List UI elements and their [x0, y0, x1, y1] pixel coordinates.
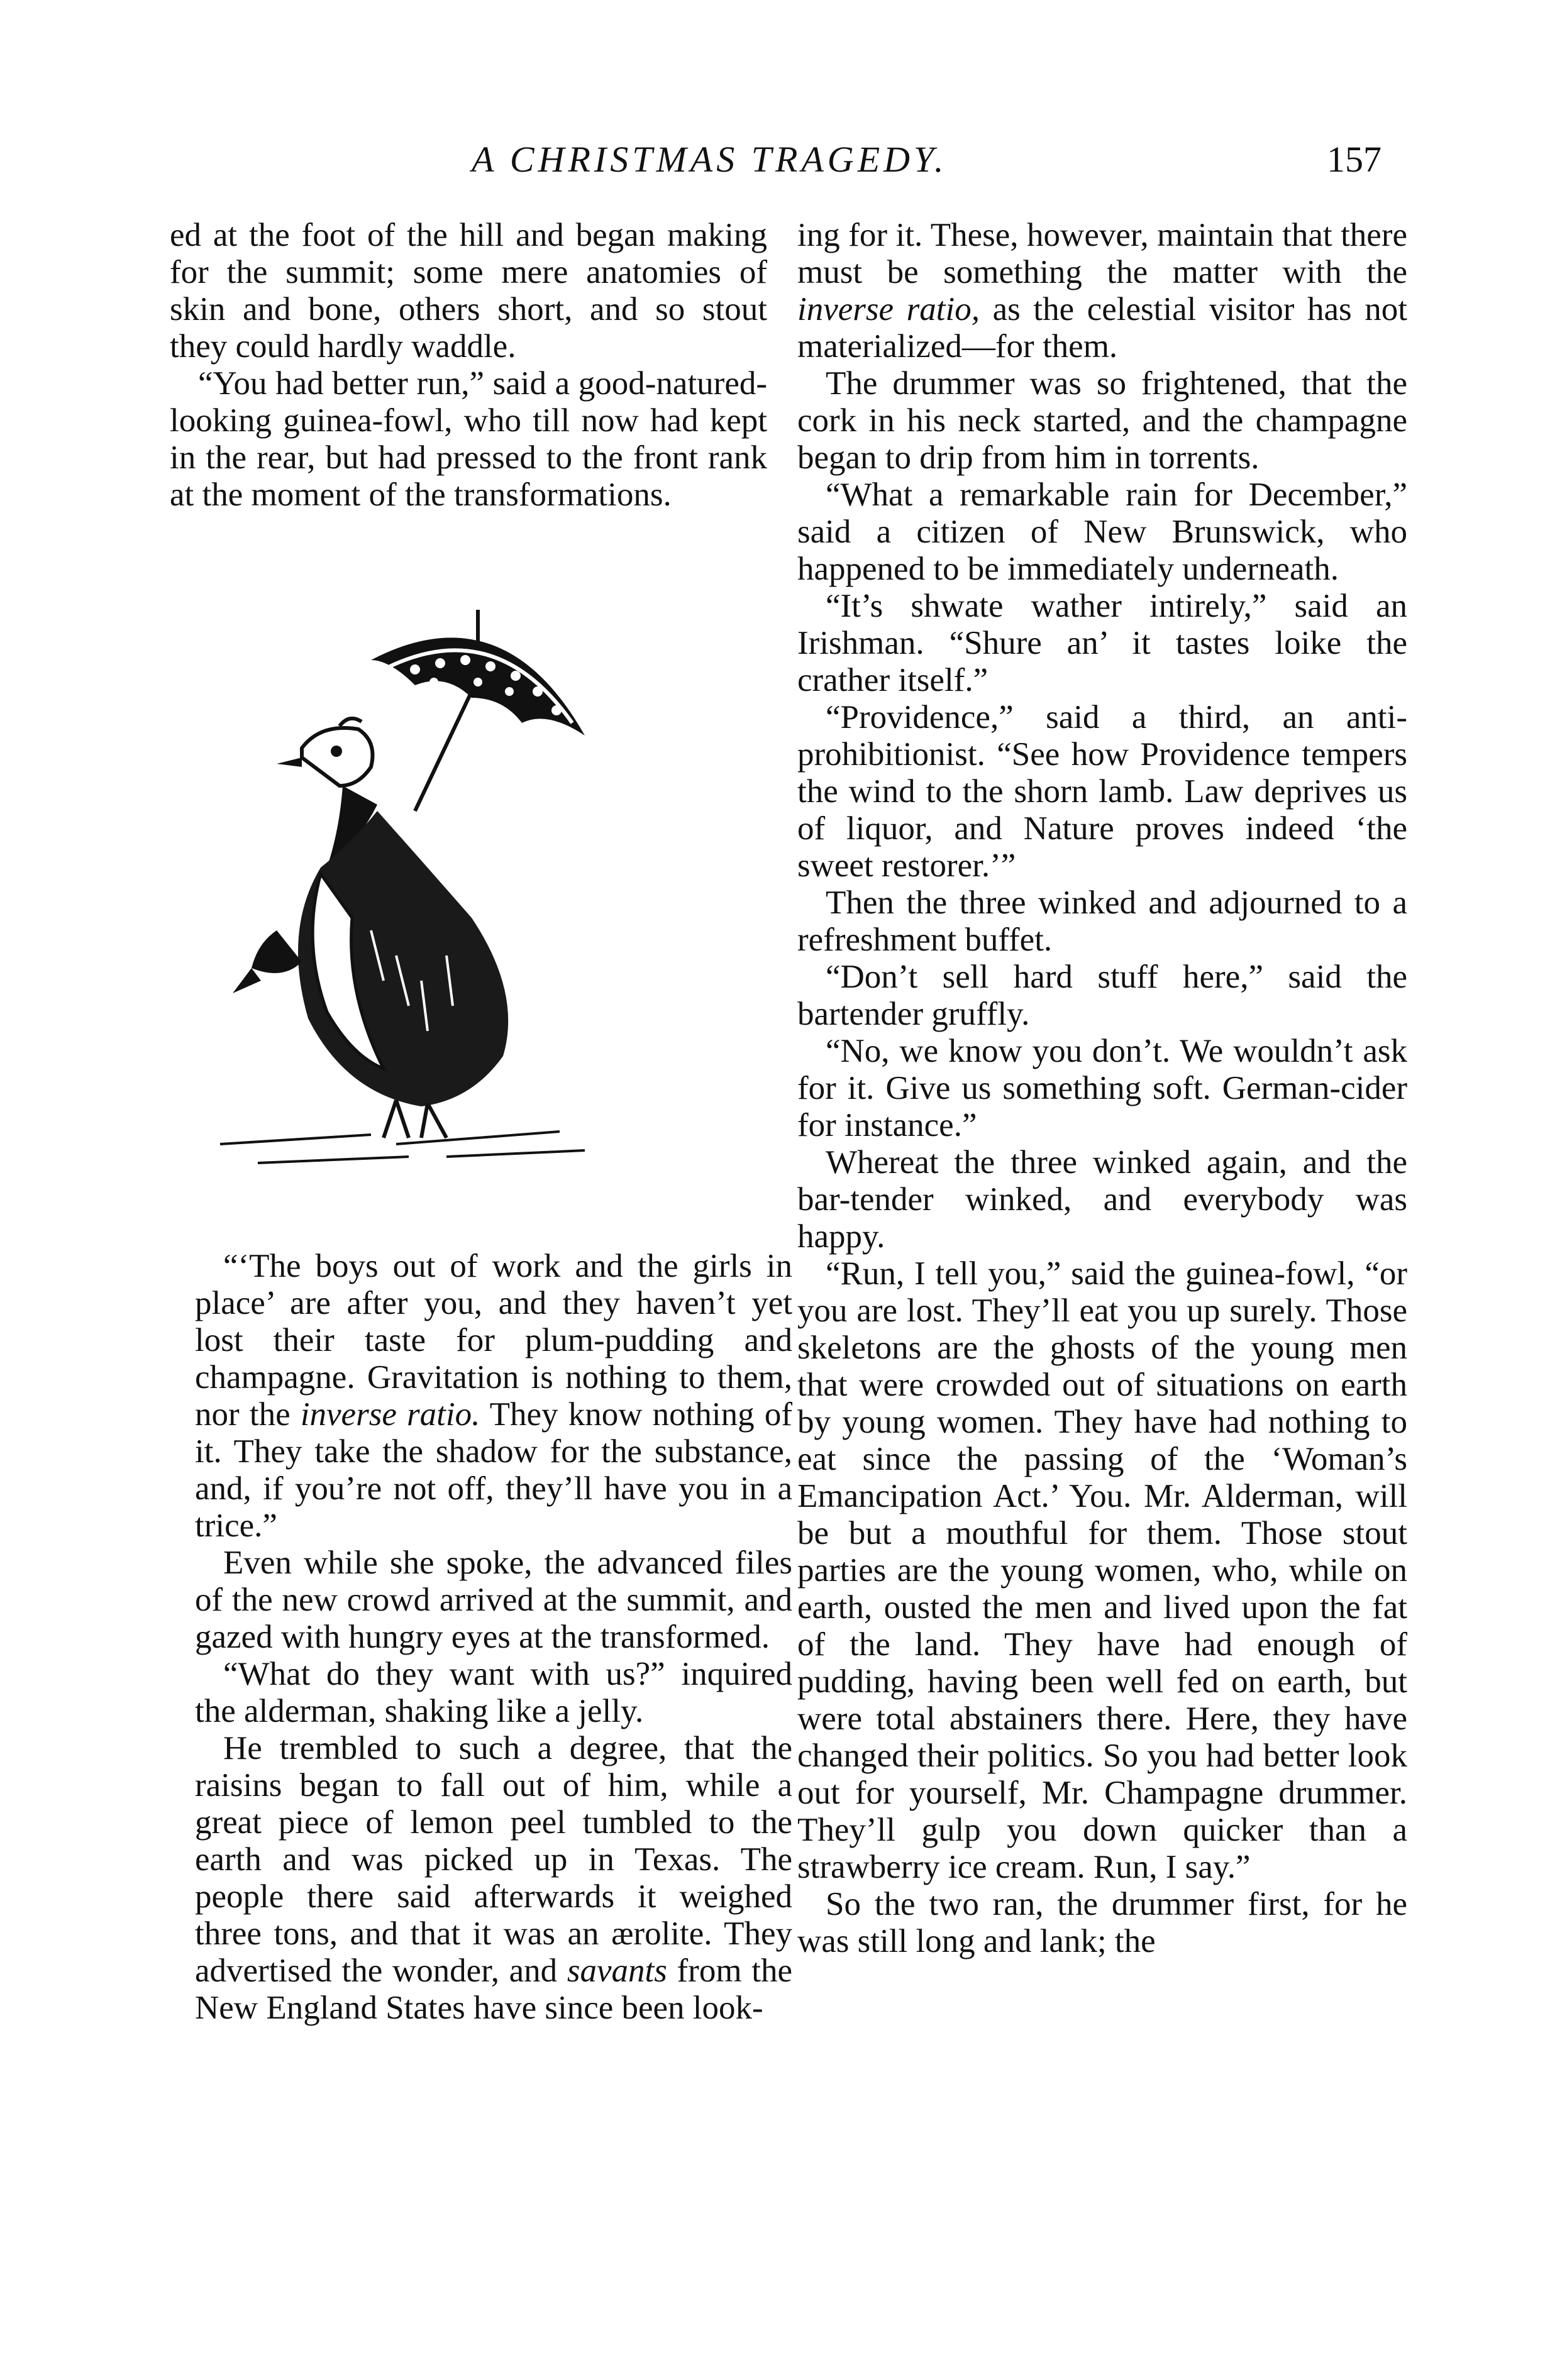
paragraph: “Providence,” said a third, an anti-prohibitionist. “See how Providence tempers the wind to the shorn lamb. Law deprives us of liquor, and Nature proves indeed ‘the sweet restorer.’” — [797, 699, 1407, 884]
paragraph: So the two ran, the drummer first, for he was still long and lank; the — [797, 1886, 1407, 1959]
guinea-fowl-with-umbrella-illustration — [208, 603, 761, 1232]
paragraph: “What a remarkable rain for December,” said a citizen of New Brunswick, who happened to be immediately underneath. — [797, 477, 1407, 587]
emphasis-text: inverse ratio. — [300, 1396, 480, 1433]
paragraph: ed at the foot of the hill and began making for the summit; some mere anatomies of skin and bone, others short, and so stout they could hardly waddle. — [170, 217, 767, 365]
paragraph: The drummer was so frightened, that the cork in his neck started, and the champagne began to drip from him in torrents. — [797, 365, 1407, 476]
emphasis-text: savants — [567, 1953, 667, 1989]
page-number: 157 — [1327, 139, 1382, 180]
paragraph-text: from the New England States have since been look- — [195, 1953, 792, 2026]
right-column — [797, 217, 1407, 1960]
paragraph: “It’s shwate wather intirely,” said an Irishman. “Shure an’ it tastes loike the crather itself.” — [797, 588, 1407, 698]
paragraph-text: as the celestial visitor has not materialized—for them. — [797, 291, 1407, 365]
paragraph — [195, 1730, 792, 2027]
paragraph: “No, we know you don’t. We wouldn’t ask for it. Give us something soft. German-cider for instance.” — [797, 1033, 1407, 1143]
left-column-bottom — [195, 1248, 792, 2027]
paragraph: Then the three winked and adjourned to a refreshment buffet. — [797, 884, 1407, 958]
paragraph: “What do they want with us?” inquired the alderman, shaking like a jelly. — [195, 1656, 792, 1729]
paragraph: Even while she spoke, the advanced files of the new crowd arrived at the summit, and gazed with hungry eyes at the transformed. — [195, 1545, 792, 1655]
paragraph-text: “‘The boys out of work and the girls in place’ are after you, and they haven’t yet lost their taste for plum-pudding and champagne. Gravitation is nothing to them, nor the — [195, 1248, 792, 1433]
paragraph-text: They know nothing of it. They take the shadow for the substance, and, if you’re not off, they’ll have you in a trice.” — [195, 1396, 792, 1544]
running-title: A CHRISTMAS TRAGEDY. — [472, 139, 948, 180]
paragraph: “Don’t sell hard stuff here,” said the bartender gruffly. — [797, 959, 1407, 1032]
paragraph: Whereat the three winked again, and the bar-tender winked, and everybody was happy. — [797, 1144, 1407, 1255]
paragraph — [797, 217, 1407, 365]
left-column-top — [170, 217, 767, 514]
emphasis-text: inverse ratio, — [797, 291, 980, 328]
paragraph-text: He trembled to such a degree, that the raisins began to fall out of him, while a great piece of lemon peel tumbled to the earth and was picked up in Texas. The people there said afterwards it weighed three tons, and that it was an ærolite. They advertised the wonder, and — [195, 1730, 792, 1989]
paragraph — [195, 1248, 792, 1545]
guinea-fowl-icon — [220, 719, 585, 1163]
paragraph-text: ing for it. These, however, maintain that there must be something the matter with the — [797, 217, 1407, 290]
running-header — [0, 138, 1567, 189]
paragraph: “Run, I tell you,” said the guinea-fowl, “or you are lost. They’ll eat you up surely. Those skeletons are the ghosts of the young men that were crowded out of situations on earth by young women. They have had nothing to eat since the passing of the ‘Woman’s Emancipation Act.’ You. Mr. Alderman, will be but a mouthful for them. Those stout parties are the young women, who, while on earth, ousted the men and lived upon the fat of the land. They have had enough of pudding, having been well fed on earth, but were total abstainers there. Here, they have changed their politics. So you had better look out for yourself, Mr. Champagne drummer. They’ll gulp you down quicker than a strawberry ice cream. Run, I say.” — [797, 1255, 1407, 1885]
umbrella-icon — [371, 610, 585, 811]
paragraph: “You had better run,” said a good-natured-looking guinea-fowl, who till now had kept in the rear, but had pressed to the front rank at the moment of the transformations. — [170, 365, 767, 513]
